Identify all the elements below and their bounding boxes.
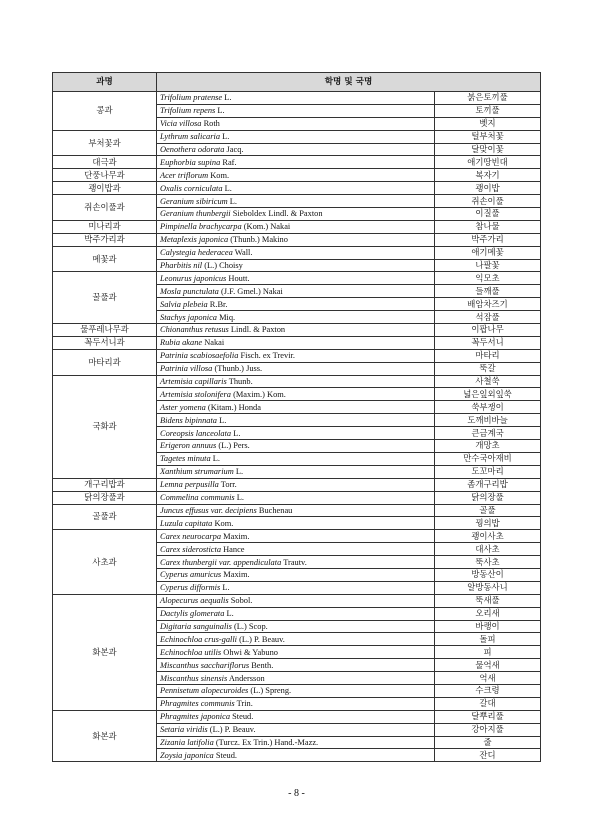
- binomial-name: Bidens bipinnata: [160, 415, 217, 425]
- scientific-name-cell: [157, 220, 435, 233]
- table-row: [53, 530, 541, 543]
- scientific-name-cell: [157, 491, 435, 504]
- author-name: Torr.: [218, 480, 237, 490]
- korean-name-cell: 달맞이꽃: [435, 143, 541, 156]
- author-name: Houtt.: [226, 273, 250, 283]
- binomial-name: Aster yomena: [160, 402, 206, 412]
- author-name: (Kitam.) Honda: [205, 402, 261, 412]
- header-name: 학명 및 국명: [157, 73, 541, 92]
- scientific-name-cell: [157, 349, 435, 362]
- binomial-name: Pharbitis nil: [160, 261, 203, 271]
- scientific-name-cell: [157, 452, 435, 465]
- korean-name-cell: 잔디: [435, 749, 541, 762]
- scientific-name-cell: [157, 594, 435, 607]
- scientific-name-cell: [157, 581, 435, 594]
- family-cell: 물푸레나무과: [53, 324, 157, 337]
- table-row: [53, 349, 541, 362]
- korean-name-cell: 괭이사초: [435, 530, 541, 543]
- korean-name-cell: 털부처꽃: [435, 130, 541, 143]
- scientific-name-cell: [157, 375, 435, 388]
- author-name: (Kom.) Nakai: [241, 222, 291, 232]
- binomial-name: Oenothera odorata: [160, 145, 225, 154]
- family-cell: 꿀풀과: [53, 272, 157, 324]
- binomial-name: Echinochloa utilis: [160, 647, 222, 657]
- family-cell: 화본과: [53, 594, 157, 710]
- scientific-name-cell: [157, 749, 435, 762]
- binomial-name: Echinochloa crus-galli: [160, 634, 237, 644]
- scientific-name-cell: [157, 736, 435, 749]
- scientific-name-cell: [157, 195, 435, 208]
- author-name: L.: [224, 609, 234, 619]
- scientific-name-cell: [157, 130, 435, 143]
- scientific-name-cell: [157, 543, 435, 556]
- author-name: Sieboldex Lindl. & Paxton: [230, 209, 323, 219]
- binomial-name: Patrinia villosa: [160, 364, 213, 374]
- author-name: L.: [217, 415, 227, 425]
- author-name: (Turcz. Ex Trin.) Hand.-Mazz.: [213, 737, 319, 747]
- korean-name-cell: 애기메꽃: [435, 246, 541, 259]
- binomial-name: Pennisetum alopecuroides: [160, 686, 249, 696]
- author-name: (L.) Spreng.: [248, 686, 292, 696]
- author-name: R.Br.: [207, 299, 228, 309]
- scientific-name-cell: [157, 298, 435, 311]
- author-name: (L.) Pers.: [216, 441, 250, 451]
- binomial-name: Acer triflorum: [160, 170, 209, 180]
- binomial-name: Luzula capitata: [160, 518, 213, 528]
- scientific-name-cell: [157, 311, 435, 324]
- korean-name-cell: 도꼬마리: [435, 465, 541, 478]
- table-row: [53, 233, 541, 246]
- author-name: Ohwi & Yabuno: [221, 647, 278, 657]
- korean-name-cell: 쥐손이풀: [435, 195, 541, 208]
- korean-name-cell: 넓은잎외잎쑥: [435, 388, 541, 401]
- scientific-name-cell: [157, 104, 435, 117]
- family-cell: 박주가리과: [53, 233, 157, 246]
- author-name: (L.) Scop.: [231, 621, 268, 631]
- author-name: (Thunb.) Makino: [228, 235, 288, 245]
- scientific-name-cell: [157, 388, 435, 401]
- author-name: Buchenau: [256, 505, 293, 515]
- scientific-name-cell: [157, 117, 435, 130]
- author-name: (J.F. Gmel.) Nakai: [218, 286, 283, 296]
- binomial-name: Salvia plebeia: [160, 299, 208, 309]
- scientific-name-cell: [157, 568, 435, 581]
- binomial-name: Carex neurocarpa: [160, 531, 222, 541]
- korean-name-cell: 오리새: [435, 607, 541, 620]
- binomial-name: Geranium thunbergii: [160, 209, 231, 219]
- scientific-name-cell: [157, 556, 435, 569]
- binomial-name: Lythrum salicaria: [160, 132, 221, 142]
- binomial-name: Tagetes minuta: [160, 454, 211, 464]
- author-name: Roth: [201, 119, 220, 129]
- scientific-name-cell: [157, 633, 435, 646]
- author-name: (L.) Choisy: [202, 261, 243, 271]
- family-cell: 꼭두서니과: [53, 336, 157, 349]
- binomial-name: Artemisia capillaris: [160, 377, 227, 387]
- author-name: Steud.: [213, 750, 238, 760]
- scientific-name-cell: [157, 517, 435, 530]
- korean-name-cell: 참나물: [435, 220, 541, 233]
- author-name: Steud.: [230, 712, 254, 722]
- binomial-name: Geranium sibiricum: [160, 196, 228, 206]
- scientific-name-cell: [157, 427, 435, 440]
- korean-name-cell: 들깨풀: [435, 285, 541, 298]
- binomial-name: Lemna perpusilla: [160, 480, 219, 490]
- author-name: Sobol.: [228, 596, 253, 606]
- binomial-name: Miscanthus sinensis: [160, 673, 228, 683]
- korean-name-cell: 벳지: [435, 117, 541, 130]
- binomial-name: Calystegia hederacea: [160, 248, 233, 258]
- binomial-name: Leonurus japonicus: [160, 273, 227, 283]
- scientific-name-cell: [157, 92, 435, 105]
- family-cell: 개구리밥과: [53, 478, 157, 491]
- author-name: Kom.: [212, 518, 234, 528]
- author-name: Maxim.: [221, 570, 250, 580]
- header-family: 과명: [53, 73, 157, 92]
- author-name: (Maxim.) Kom.: [230, 389, 286, 399]
- family-cell: 마타리과: [53, 349, 157, 375]
- author-name: L.: [234, 493, 244, 503]
- korean-name-cell: 줄: [435, 736, 541, 749]
- korean-name-cell: 뚝사초: [435, 556, 541, 569]
- table-row: [53, 491, 541, 504]
- table-row: [53, 130, 541, 143]
- scientific-name-cell: [157, 646, 435, 659]
- scientific-name-cell: [157, 182, 435, 195]
- scientific-name-cell: [157, 156, 435, 169]
- table-row: [53, 92, 541, 105]
- korean-name-cell: 수크령: [435, 684, 541, 697]
- korean-name-cell: 큰금계국: [435, 427, 541, 440]
- author-name: L.: [227, 196, 238, 206]
- binomial-name: Zoysia japonica: [160, 750, 214, 760]
- family-cell: 괭이밥과: [53, 182, 157, 195]
- family-cell: 콩과: [53, 92, 157, 131]
- author-name: Thunb.: [226, 377, 253, 387]
- korean-name-cell: 좀개구리밥: [435, 478, 541, 491]
- author-name: Maxim.: [221, 531, 250, 541]
- author-name: L.: [220, 132, 230, 142]
- korean-name-cell: 괭이밥: [435, 182, 541, 195]
- binomial-name: Oxalis corniculata: [160, 183, 223, 193]
- table-row: [53, 169, 541, 182]
- korean-name-cell: 강아지풀: [435, 723, 541, 736]
- korean-name-cell: 이질풀: [435, 208, 541, 221]
- binomial-name: Xanthium strumarium: [160, 467, 234, 477]
- scientific-name-cell: [157, 465, 435, 478]
- table-row: [53, 504, 541, 517]
- binomial-name: Carex thunbergii var. appendiculata: [160, 557, 282, 567]
- family-cell: 대극과: [53, 156, 157, 169]
- binomial-name: Chionanthus retusus: [160, 325, 229, 335]
- family-cell: 단풍나무과: [53, 169, 157, 182]
- korean-name-cell: 달뿌리풀: [435, 710, 541, 723]
- korean-name-cell: 이팝나무: [435, 324, 541, 337]
- family-cell: 쥐손이풀과: [53, 195, 157, 221]
- scientific-name-cell: [157, 620, 435, 633]
- korean-name-cell: 피: [435, 646, 541, 659]
- korean-name-cell: 알방동사니: [435, 581, 541, 594]
- scientific-name-cell: [157, 697, 435, 710]
- korean-name-cell: 애기땅빈대: [435, 156, 541, 169]
- author-name: Andersson: [227, 673, 265, 683]
- author-name: Miq.: [217, 312, 236, 322]
- author-name: Trin.: [234, 699, 253, 709]
- korean-name-cell: 박주가리: [435, 233, 541, 246]
- binomial-name: Miscanthus sacchariflorus: [160, 660, 250, 670]
- binomial-name: Cyperus amuricus: [160, 570, 222, 580]
- korean-name-cell: 사철쑥: [435, 375, 541, 388]
- binomial-name: Erigeron annuus: [160, 441, 217, 451]
- scientific-name-cell: [157, 401, 435, 414]
- family-cell: 메꽃과: [53, 246, 157, 272]
- author-name: Hance: [221, 544, 245, 554]
- binomial-name: Trifolium repens: [160, 106, 216, 116]
- scientific-name-cell: [157, 246, 435, 259]
- author-name: L.: [215, 106, 225, 116]
- binomial-name: Artemisia stolonifera: [160, 389, 231, 399]
- author-name: (Thunb.) Juss.: [212, 364, 263, 374]
- author-name: Benth.: [249, 660, 274, 670]
- korean-name-cell: 바랭이: [435, 620, 541, 633]
- korean-name-cell: 익모초: [435, 272, 541, 285]
- scientific-name-cell: [157, 414, 435, 427]
- scientific-name-cell: [157, 362, 435, 375]
- binomial-name: Rubia akane: [160, 338, 203, 348]
- table-row: [53, 156, 541, 169]
- table-row: [53, 195, 541, 208]
- korean-name-cell: 골풀: [435, 504, 541, 517]
- scientific-name-cell: [157, 710, 435, 723]
- table-row: [53, 710, 541, 723]
- korean-name-cell: 닭의장풀: [435, 491, 541, 504]
- scientific-name-cell: [157, 169, 435, 182]
- korean-name-cell: 방동산이: [435, 568, 541, 581]
- author-name: Fisch. ex Trevir.: [238, 351, 295, 361]
- binomial-name: Pimpinella brachycarpa: [160, 222, 242, 232]
- binomial-name: Phragmites communis: [160, 699, 235, 709]
- binomial-name: Stachys japonica: [160, 312, 217, 322]
- family-cell: 부처꽃과: [53, 130, 157, 156]
- table-row: [53, 220, 541, 233]
- binomial-name: Dactylis glomerata: [160, 609, 225, 619]
- family-cell: 화본과: [53, 710, 157, 762]
- korean-name-cell: 물억새: [435, 659, 541, 672]
- binomial-name: Alopecurus aequalis: [160, 596, 229, 606]
- korean-name-cell: 도깨비바늘: [435, 414, 541, 427]
- binomial-name: Setaria viridis: [160, 725, 208, 735]
- scientific-name-cell: [157, 684, 435, 697]
- scientific-name-cell: [157, 672, 435, 685]
- author-name: L.: [220, 583, 230, 593]
- table-body: [53, 92, 541, 762]
- family-cell: 닭의장풀과: [53, 491, 157, 504]
- scientific-name-cell: [157, 233, 435, 246]
- author-name: Nakai: [202, 338, 225, 348]
- korean-name-cell: 개망초: [435, 440, 541, 453]
- table-header-row: [53, 73, 541, 92]
- binomial-name: Commelina communis: [160, 493, 235, 503]
- korean-name-cell: 석잠풀: [435, 311, 541, 324]
- binomial-name: Coreopsis lanceolata: [160, 428, 232, 438]
- scientific-name-cell: [157, 324, 435, 337]
- binomial-name: Digitaria sanguinalis: [160, 621, 232, 631]
- family-cell: 미나리과: [53, 220, 157, 233]
- author-name: Jacq.: [224, 145, 244, 154]
- korean-name-cell: 만수국아재비: [435, 452, 541, 465]
- korean-name-cell: 꼭두서니: [435, 336, 541, 349]
- table-row: [53, 324, 541, 337]
- scientific-name-cell: [157, 440, 435, 453]
- author-name: L.: [233, 467, 244, 477]
- korean-name-cell: 토끼풀: [435, 104, 541, 117]
- family-cell: 사초과: [53, 530, 157, 594]
- binomial-name: Trifolium pratense: [160, 93, 223, 103]
- table-row: [53, 182, 541, 195]
- author-name: Lindl. & Paxton: [228, 325, 286, 335]
- scientific-name-cell: [157, 478, 435, 491]
- binomial-name: Metaplexis japonica: [160, 235, 229, 245]
- binomial-name: Vicia villosa: [160, 119, 202, 129]
- binomial-name: Cyperus difformis: [160, 583, 221, 593]
- author-name: Trautv.: [281, 557, 307, 567]
- scientific-name-cell: [157, 272, 435, 285]
- author-name: L.: [222, 93, 232, 103]
- scientific-name-cell: [157, 208, 435, 221]
- author-name: (L.) P. Beauv.: [207, 725, 256, 735]
- binomial-name: Phragmites japonica: [160, 712, 231, 722]
- author-name: Kom.: [208, 170, 230, 180]
- korean-name-cell: 복자기: [435, 169, 541, 182]
- korean-name-cell: 뚝새풀: [435, 594, 541, 607]
- family-cell: 골풀과: [53, 504, 157, 530]
- author-name: Raf.: [220, 157, 237, 167]
- species-table: [52, 72, 541, 762]
- binomial-name: Juncus effusus var. decipiens: [160, 505, 257, 515]
- scientific-name-cell: [157, 504, 435, 517]
- author-name: L.: [210, 454, 220, 464]
- page-number: - 8 -: [288, 788, 305, 799]
- table-row: [53, 594, 541, 607]
- binomial-name: Carex siderosticta: [160, 544, 222, 554]
- scientific-name-cell: [157, 607, 435, 620]
- korean-name-cell: 꿩의밥: [435, 517, 541, 530]
- author-name: L.: [231, 428, 241, 438]
- korean-name-cell: 대사초: [435, 543, 541, 556]
- binomial-name: Patrinia scabiosaefolia: [160, 351, 239, 361]
- korean-name-cell: 억새: [435, 672, 541, 685]
- scientific-name-cell: [157, 259, 435, 272]
- korean-name-cell: 마타리: [435, 349, 541, 362]
- korean-name-cell: 배암차즈기: [435, 298, 541, 311]
- table-row: [53, 478, 541, 491]
- scientific-name-cell: [157, 336, 435, 349]
- table-row: [53, 272, 541, 285]
- scientific-name-cell: [157, 723, 435, 736]
- author-name: L.: [222, 183, 232, 193]
- korean-name-cell: 돌피: [435, 633, 541, 646]
- table-row: [53, 336, 541, 349]
- family-cell: 국화과: [53, 375, 157, 478]
- author-name: Wall.: [232, 248, 253, 258]
- scientific-name-cell: [157, 530, 435, 543]
- binomial-name: Euphorbia supina: [160, 157, 221, 167]
- korean-name-cell: 나팔꽃: [435, 259, 541, 272]
- binomial-name: Zizania latifolia: [160, 737, 214, 747]
- author-name: (L.) P. Beauv.: [237, 634, 285, 644]
- scientific-name-cell: [157, 285, 435, 298]
- korean-name-cell: 쑥부쟁이: [435, 401, 541, 414]
- table-row: [53, 246, 541, 259]
- table-row: [53, 375, 541, 388]
- binomial-name: Mosla punctulata: [160, 286, 219, 296]
- korean-name-cell: 뚝갈: [435, 362, 541, 375]
- korean-name-cell: 갈대: [435, 697, 541, 710]
- scientific-name-cell: [157, 659, 435, 672]
- scientific-name-cell: [157, 143, 435, 156]
- korean-name-cell: 붉은토끼풀: [435, 92, 541, 105]
